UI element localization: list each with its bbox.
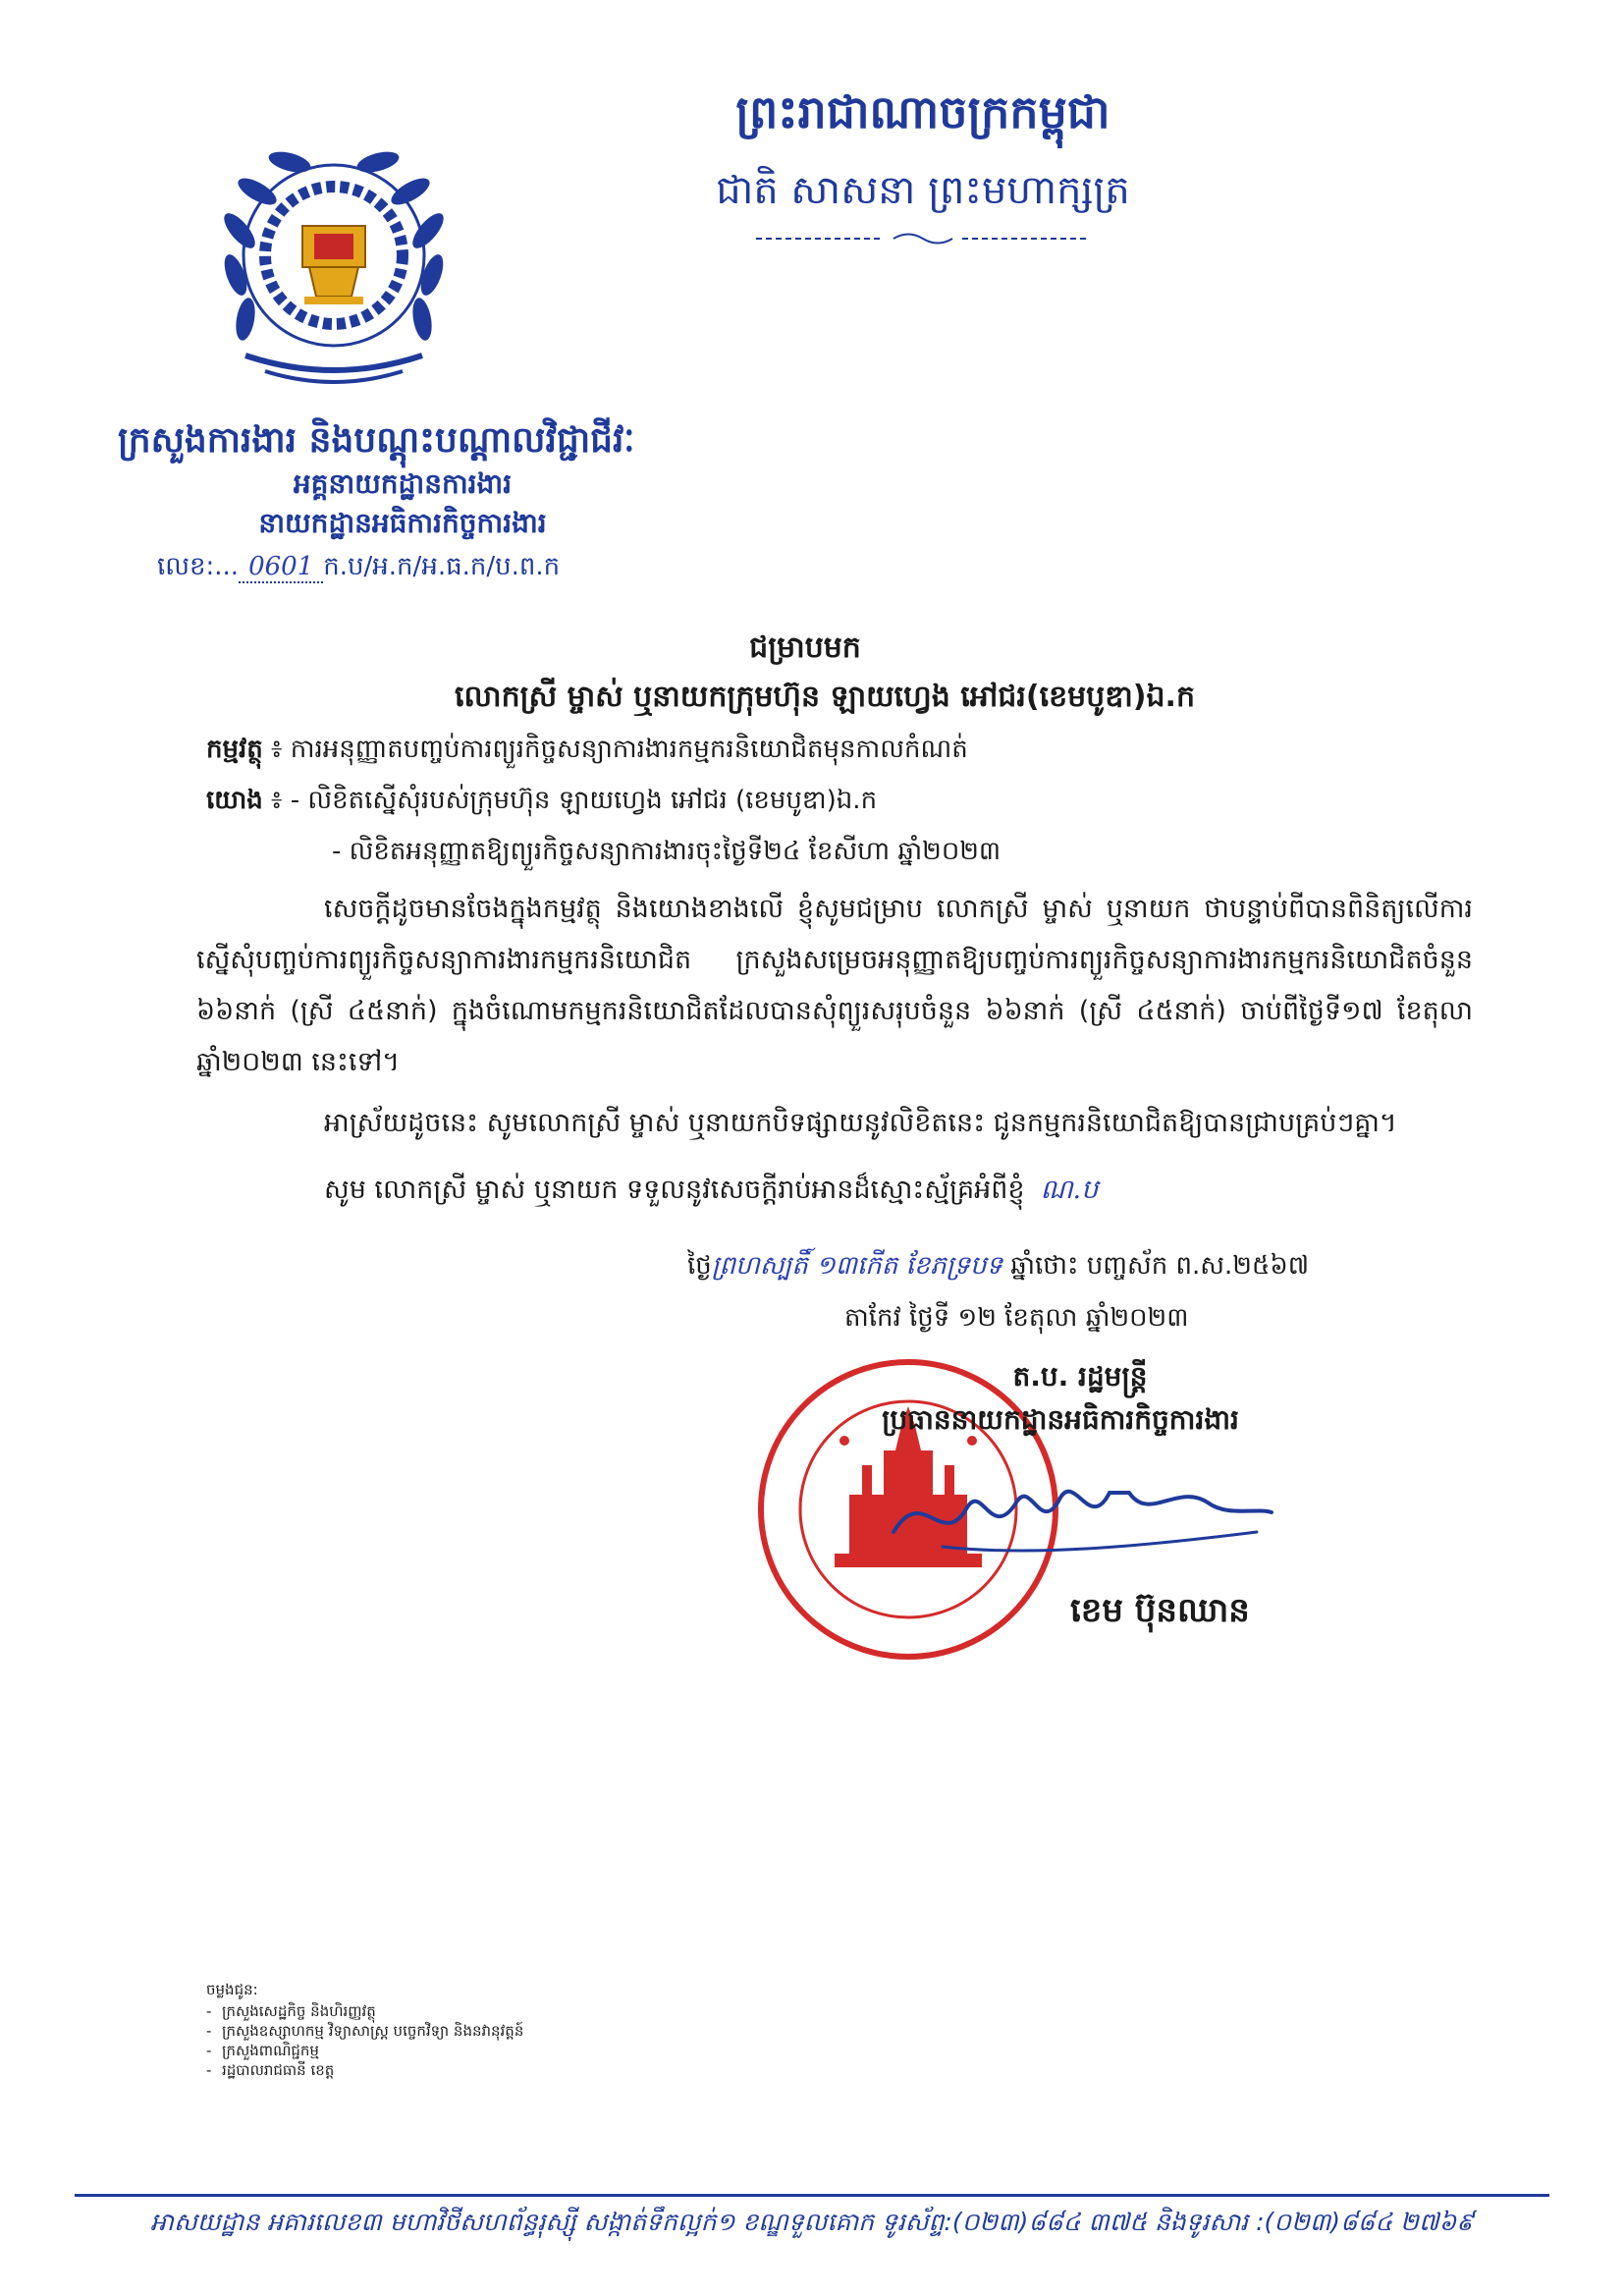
copies-item: - ក្រសួងសេដ្ឋកិច្ច និងហិរញ្ញវត្ថុ: [206, 2001, 523, 2021]
reference-handwritten-number: 0601: [239, 552, 323, 583]
reference-label: លេខ:...: [157, 552, 240, 581]
solar-date: តាកែវ ថ្ងៃទី ១២ ខែតុលា ឆ្នាំ២០២៣: [844, 1303, 1189, 1333]
footer-address: អាសយដ្ឋាន អគារលេខ៣ មហាវិថីសហព័ន្ធរុស្ស៊ី សង្កាត់ទឹកល្អក់១ ខណ្ឌទួលគោក ទូរស័ព្ទ:(០២៣)៨៨៤ ៣៧៥ និងទូរសារ :(០២៣)៨៨៤ ២៧៦៩: [150, 2208, 1474, 2236]
recipient-name: លោកស្រី ម្ចាស់ ឬនាយកក្រុមហ៊ុន ឡាយហ្វេង អៅជរ(ខេមបូឌា)ឯ.ក: [455, 680, 1195, 714]
body-paragraph-1: សេចក្ដីដូចមានចែងក្នុងកម្មវត្ថុ និងយោងខាងលើ ខ្ញុំសូមជម្រាប លោកស្រី ម្ចាស់ ឬនាយក ថាបន្ទាប់ពីបានពិនិត្យលើការស្នើសុំបញ្ចប់ការព្យួរកិច្ចសន្យាការងារកម្មករនិយោជិត ក្រសួងសម្រេចអនុញ្ញាតឱ្យបញ្ចប់ការព្យួរកិច្ចសន្យាការងារកម្មករនិយោជិតចំនួន ៦៦នាក់ (ស្រី ៤៥នាក់) ក្នុងចំណោមកម្មករនិយោជិតដែលបានសុំព្យួរសរុបចំនួន ៦៦នាក់ (ស្រី ៤៥នាក់) ចាប់ពីថ្ងៃទី១៧ ខែតុលា ឆ្នាំ២០២៣ នេះទៅ។: [196, 894, 1473, 1077]
reference-item-1: លិខិតស្នើសុំរបស់ក្រុមហ៊ុន ឡាយហ្វេង អៅជរ (ខេមបូឌា)ឯ.ក: [307, 786, 878, 815]
reference-suffix: ក.ប/អ.ក/អ.ធ.ក/ប.ព.ក: [323, 552, 561, 581]
lunar-date-suffix: ឆ្នាំថោះ បញ្ចស័ក ព.ស.២៥៦៧: [1001, 1251, 1310, 1281]
copies-item: - រដ្ឋបាលរាជធានី ខេត្ត: [206, 2060, 523, 2080]
subject-text: ការអនុញ្ញាតបញ្ចប់ការព្យួរកិច្ចសន្យាការងារកម្មករនិយោជិតមុនកាលកំណត់: [290, 735, 968, 764]
subject-label: កម្មវត្ថុ: [206, 735, 263, 764]
subject-line: [206, 733, 968, 770]
general-department-name: អគ្គនាយកដ្ឋានការងារ: [293, 467, 513, 500]
closing-text: សូម លោកស្រី ម្ចាស់ ឬនាយក ទទួលនូវសេចក្ដីរាប់អានដ៏ស្មោះស្ម័គ្រអំពីខ្ញុំ: [324, 1175, 1025, 1205]
salutation-heading: ជម្រាបមក: [749, 630, 861, 665]
copies-heading: ចម្លងជូន:: [206, 1981, 258, 1998]
subject-separator: ៖: [262, 735, 291, 764]
national-motto: ជាតិ សាសនា ព្រះមហាក្សត្រ: [716, 168, 1130, 213]
body-paragraph-3: [196, 1165, 1473, 1216]
copies-item: - ក្រសួងឧស្សាហកម្ម វិទ្យាសាស្ត្រ បច្ចេកវិទ្យា និងនវានុវត្តន៍: [206, 2021, 523, 2041]
handwritten-signature: [884, 1463, 1276, 1571]
signatory-on-behalf-title: ត.ប. រដ្ឋមន្ត្រី: [1012, 1360, 1148, 1393]
reference-item-2: - លិខិតអនុញ្ញាតឱ្យព្យួរកិច្ចសន្យាការងារចុះថ្ងៃទី២៤ ខែសីហា ឆ្នាំ២០២៣: [332, 837, 1001, 866]
reference-number: [157, 550, 560, 587]
ornament-divider: [756, 232, 1090, 246]
reference-section-label: យោង: [206, 786, 263, 815]
footer-divider: [75, 2194, 1549, 2197]
lunar-date-prefix: ថ្ងៃ: [687, 1251, 712, 1281]
ministry-name: ក្រសួងការងារ និងបណ្ដុះបណ្ដាលវិជ្ជាជីវៈ: [118, 420, 635, 461]
copies-list: [206, 1980, 523, 2080]
department-name: នាយកដ្ឋានអធិការកិច្ចការងារ: [258, 507, 547, 539]
reference-separator: ៖ -: [262, 786, 308, 815]
reference-line-1: [206, 784, 877, 821]
kingdom-title: ព្រះរាជាណាចក្រកម្ពុជា: [735, 85, 1110, 138]
lunar-date-handwritten: ព្រហស្បតិ៍ ១៣កើត ខែភទ្របទ: [711, 1251, 1002, 1281]
ministry-emblem: [206, 128, 461, 393]
handwritten-initials: ណ.ប: [1040, 1175, 1099, 1205]
signer-name: ខេម ប៊ុនឈាន: [1070, 1591, 1250, 1630]
signatory-position: ប្រធាននាយកដ្ឋានអធិការកិច្ចការងារ: [882, 1403, 1239, 1436]
copies-item: - ក្រសួងពាណិជ្ជកម្ម: [206, 2041, 523, 2060]
lunar-date: [687, 1249, 1309, 1286]
body-paragraph-2: អាស្រ័យដូចនេះ សូមលោកស្រី ម្ចាស់ ឬនាយកបិទផ្សាយនូវលិខិតនេះ ជូនកម្មករនិយោជិតឱ្យបានជ្រាបគ្រប់ៗគ្នា។: [324, 1108, 1397, 1138]
